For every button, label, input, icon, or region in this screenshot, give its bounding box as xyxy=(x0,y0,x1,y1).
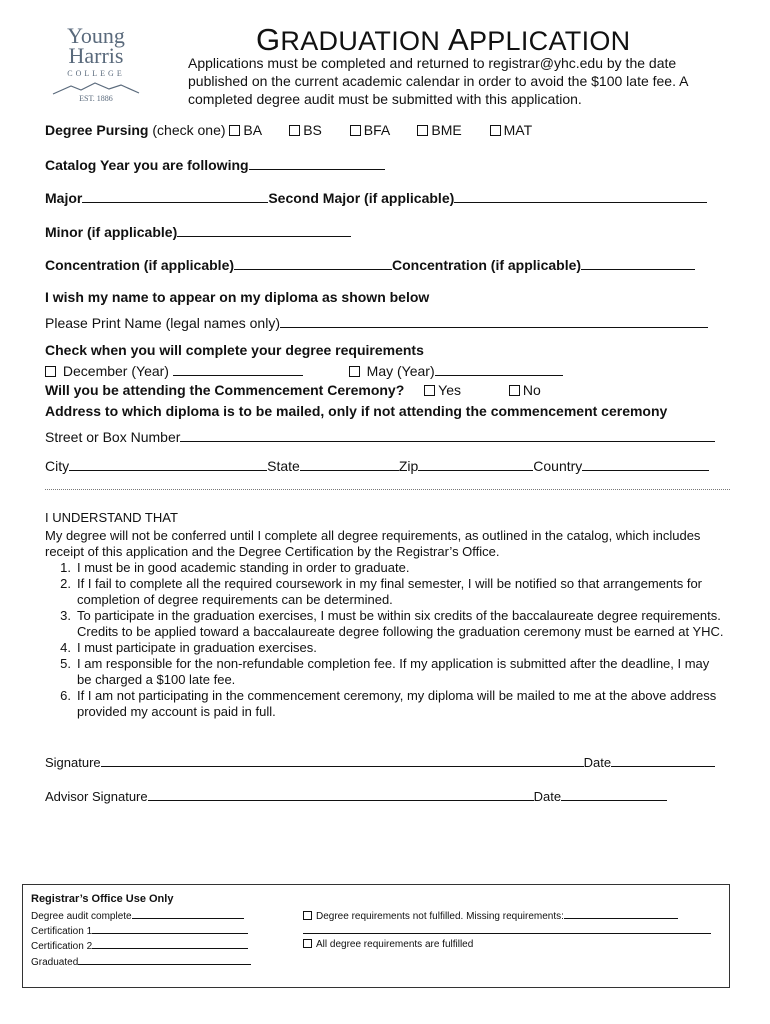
catalog-year-field[interactable] xyxy=(249,156,385,170)
catalog-year-row: Catalog Year you are following xyxy=(45,156,385,173)
list-item: 5. I am responsible for the non-refundable completion fee. If my application is submitted after the deadline, I may be charged a $100 late fee. xyxy=(60,656,710,687)
commencement-row: Will you be attending the Commencement Ceremony? Yes No xyxy=(45,382,541,398)
college-logo xyxy=(48,23,144,110)
logo-word-harris: Harris xyxy=(68,43,124,68)
registrar-box xyxy=(22,884,730,988)
december-year-field[interactable] xyxy=(173,362,303,376)
checkbox-bs[interactable] xyxy=(289,125,300,136)
checkbox-may[interactable] xyxy=(349,366,360,377)
state-field[interactable] xyxy=(300,457,399,471)
major-field[interactable] xyxy=(82,189,268,203)
graduated-field[interactable] xyxy=(78,955,251,965)
concentration-field-2[interactable] xyxy=(581,256,695,270)
street-field[interactable] xyxy=(180,428,715,442)
logo-word-young: Young xyxy=(67,23,125,48)
registrar-heading: Registrar’s Office Use Only xyxy=(31,893,174,905)
concentration-field-1[interactable] xyxy=(234,256,392,270)
may-year-field[interactable] xyxy=(435,362,563,376)
dotted-divider xyxy=(45,489,730,490)
checkbox-ba[interactable] xyxy=(229,125,240,136)
city-field[interactable] xyxy=(69,457,267,471)
audit-row: Degree audit complete xyxy=(31,909,244,922)
logo-word-college: COLLEGE xyxy=(67,69,125,78)
diploma-name-heading: I wish my name to appear on my diploma as shown below xyxy=(45,289,430,305)
checkbox-mat[interactable] xyxy=(490,125,501,136)
checkbox-not-fulfilled[interactable] xyxy=(303,911,312,920)
second-major-field[interactable] xyxy=(454,189,707,203)
street-row: Street or Box Number xyxy=(45,428,715,445)
missing-requirements-field[interactable] xyxy=(564,909,678,919)
understand-heading: I UNDERSTAND THAT xyxy=(45,510,178,525)
checkbox-fulfilled[interactable] xyxy=(303,939,312,948)
checkbox-december[interactable] xyxy=(45,366,56,377)
complete-heading: Check when you will complete your degree requirements xyxy=(45,342,424,358)
list-item: 4. I must participate in graduation exercises. xyxy=(60,640,317,655)
print-name-field[interactable] xyxy=(280,314,708,328)
fulfilled-row: All degree requirements are fulfilled xyxy=(303,939,473,950)
minor-field[interactable] xyxy=(177,223,351,237)
address-heading: Address to which diploma is to be mailed, only if not attending the commencement ceremony xyxy=(45,403,668,419)
major-row: Major Second Major (if applicable) xyxy=(45,189,707,206)
graduated-row: Graduated xyxy=(31,955,251,968)
signature-field[interactable] xyxy=(101,753,584,767)
cert2-row: Certification 2 xyxy=(31,939,248,952)
cert1-row: Certification 1 xyxy=(31,924,248,937)
cert1-field[interactable] xyxy=(92,924,248,934)
checkbox-yes[interactable] xyxy=(424,385,435,396)
checkbox-bme[interactable] xyxy=(417,125,428,136)
country-field[interactable] xyxy=(582,457,709,471)
completion-row: December (Year) May (Year) xyxy=(45,362,563,379)
signature-row: Signature Date xyxy=(45,753,715,770)
degree-row: Degree Pursing (check one) BA BS BFA BME MAT xyxy=(45,122,533,138)
list-item: 1. I must be in good academic standing in order to graduate. xyxy=(60,560,410,575)
list-item: 2. If I fail to complete all the required coursework in my final semester, I will be notified so that arrangements for completion of degree requirements can be determined. xyxy=(60,576,703,607)
print-name-row: Please Print Name (legal names only) xyxy=(45,314,708,331)
advisor-date-field[interactable] xyxy=(561,787,667,801)
minor-row: Minor (if applicable) xyxy=(45,223,351,240)
advisor-signature-row: Advisor Signature Date xyxy=(45,787,667,804)
missing-line xyxy=(303,924,711,937)
list-item: 3. To participate in the graduation exercises, I must be within six credits of the baccalaureate degree requirements. Credits to be applied toward a baccalaureate degree following the graduation ceremony must be earned at YHC. xyxy=(60,608,724,639)
missing-requirements-field-2[interactable] xyxy=(303,924,711,934)
checkbox-bfa[interactable] xyxy=(350,125,361,136)
signature-date-field[interactable] xyxy=(611,753,715,767)
page-title: GRADUATION APPLICATION xyxy=(256,22,631,57)
not-fulfilled-row: Degree requirements not fulfilled. Missing requirements: xyxy=(303,909,678,922)
logo-est: EST. 1886 xyxy=(79,94,113,103)
list-item: 6. If I am not participating in the commencement ceremony, my diploma will be mailed to me at the above address provided my account is paid in full. xyxy=(60,688,717,719)
concentration-row: Concentration (if applicable) Concentration (if applicable) xyxy=(45,256,695,273)
zip-field[interactable] xyxy=(418,457,533,471)
audit-field[interactable] xyxy=(132,909,244,919)
city-row: City State Zip Country xyxy=(45,457,709,474)
cert2-field[interactable] xyxy=(92,939,248,949)
intro-text: Applications must be completed and returned to registrar@yhc.edu by the date published on the current academic calendar in order to avoid the $100 late fee. A completed degree audit must be submitted with this application. xyxy=(188,55,688,107)
understand-intro: My degree will not be conferred until I complete all degree requirements, as outlined in the catalog, which includes receipt of this application and the Degree Certification by the Registrar’s Office. xyxy=(45,528,701,559)
checkbox-no[interactable] xyxy=(509,385,520,396)
understand-section xyxy=(45,528,725,720)
advisor-signature-field[interactable] xyxy=(148,787,534,801)
